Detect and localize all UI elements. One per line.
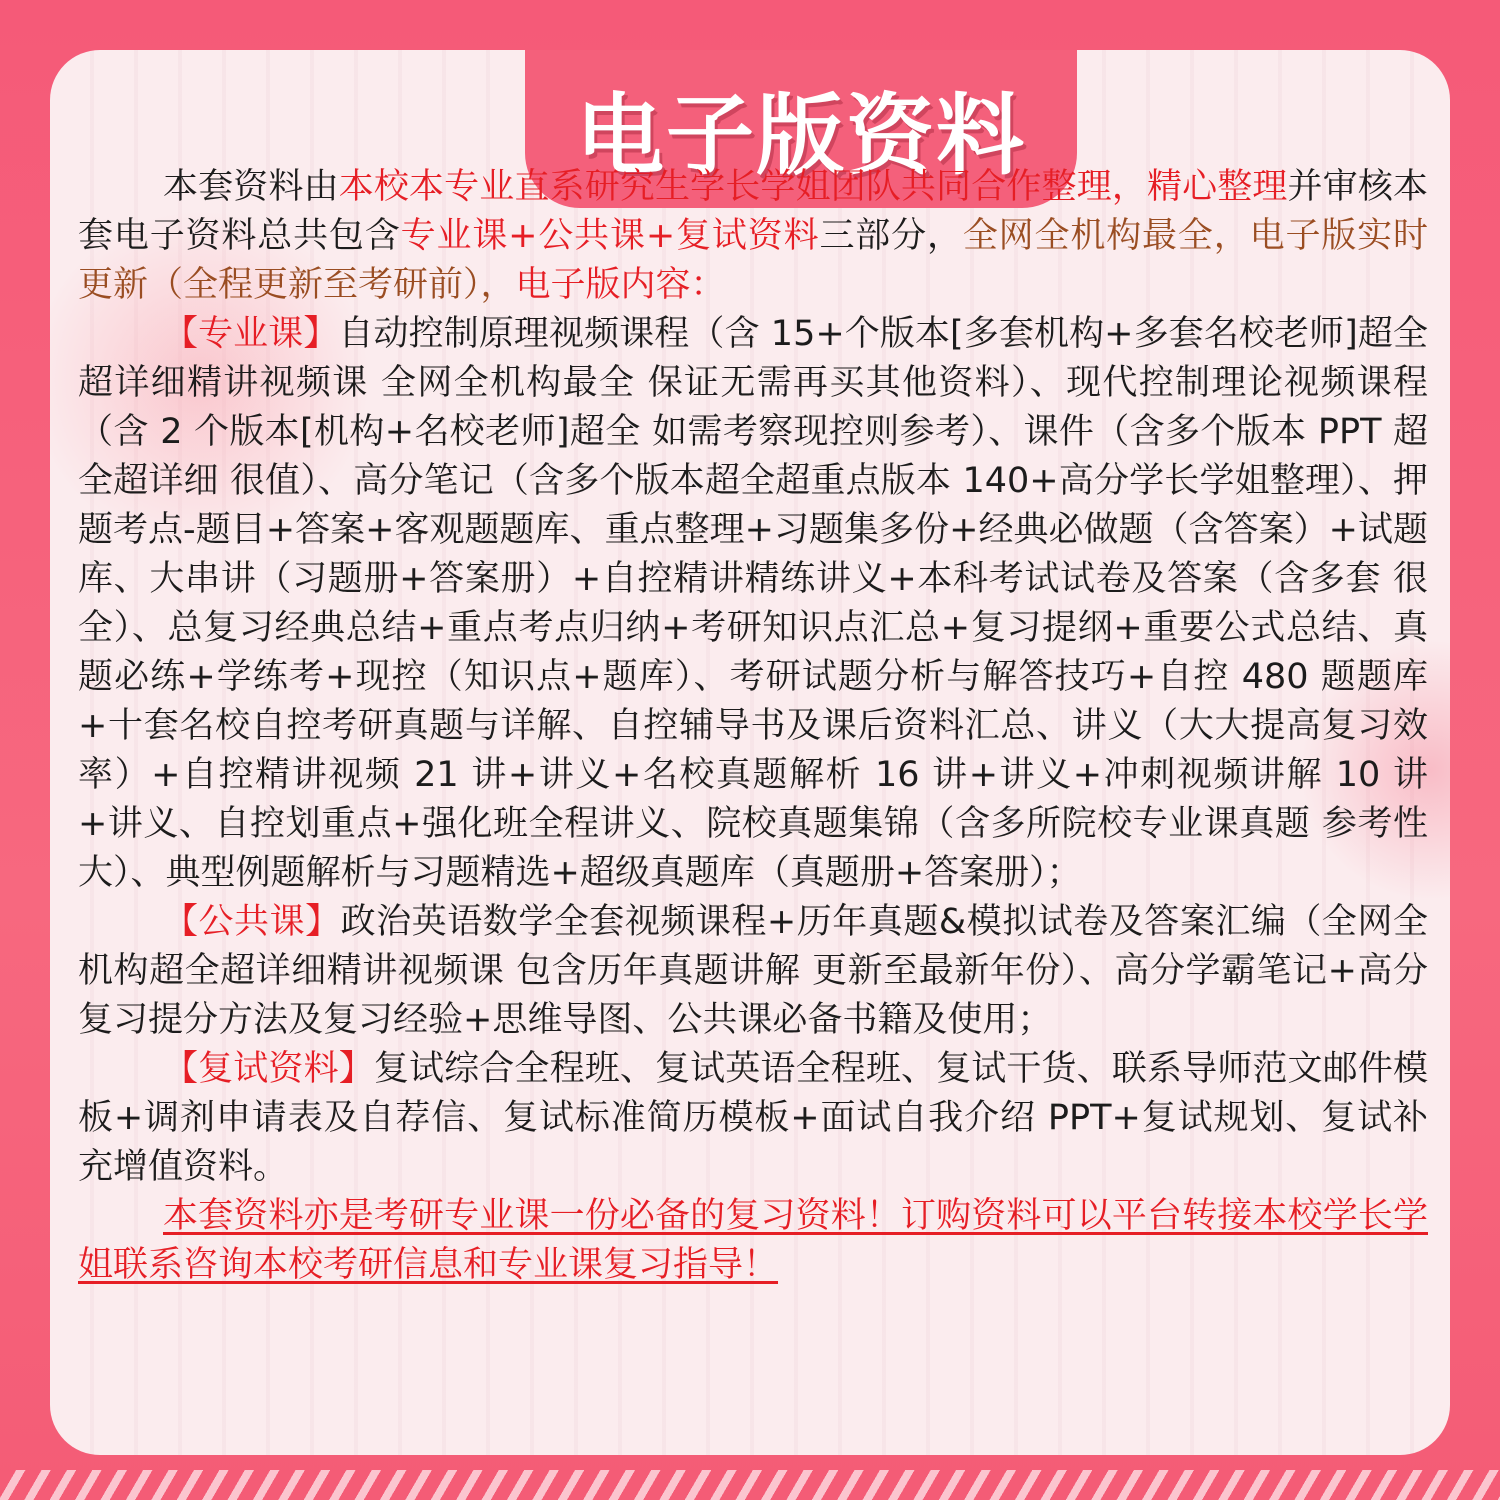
page-title: 电子版资料 — [575, 84, 1026, 187]
public-label: 【公共课】 — [163, 902, 341, 942]
footer-note-paragraph — [78, 1192, 1428, 1290]
intro-highlight-update: 全网全机构最全，电子版实时更新（全程更新至考研前）， — [78, 216, 1428, 305]
description-body — [78, 163, 1428, 1290]
footer-note: 本套资料亦是考研专业课一份必备的复习资料！订购资料可以平台转接本校学长学姐联系咨询本校考研信息和专业课复习指导！ — [78, 1196, 1428, 1285]
retest-label: 【复试资料】 — [163, 1049, 374, 1089]
intro-text-2: 并审核本套电子资料总共包含 — [78, 167, 1428, 256]
professional-section — [78, 310, 1428, 898]
professional-text: 自动控制原理视频课程（含 15+个版本[多套机构+多套名校老师]超全超详细精讲视频课 全网全机构最全 保证无需再买其他资料）、现代控制理论视频课程（含 2 个版本[机构+名校老师]超全 如需考察现控则参考）、课件（含多个版本 PPT 超全超详细 很值）、高分笔记（含多个版本超全超重点版本 140+高分学长学姐整理）、押题考点-题目+答案+客观题题库、重点整理+习题集多份+经典必做题（含答案）+试题库、大串讲（习题册+答案册）+自控精讲精练讲义+本科考试试卷及答案（含多套 很全）、总复习经典总结+重点考点归纳+考研知识点汇总+复习提纲+重要公式总结、真题必练+学练考+现控（知识点+题库）、考研试题分析与解答技巧+自控 480 题题库+十套名校自控考研真题与详解、自控辅导书及课后资料汇总、讲义（大大提高复习效率）+自控精讲视频 21 讲+讲义+名校真题解析 16 讲+讲义+冲刺视频讲解 10 讲+讲义、自控划重点+强化班全程讲义、院校真题集锦（含多所院校专业课真题 参考性大）、典型例题解析与习题精选+超级真题库（真题册+答案册）； — [78, 314, 1428, 893]
intro-highlight-team: 本校本专业直系研究生学长学姐团队共同合作整理，精心整理 — [338, 167, 1288, 207]
public-text: 政治英语数学全套视频课程+历年真题&模拟试卷及答案汇编（全网全机构超全超详细精讲视频课 包含历年真题讲解 更新至最新年份）、高分学霸笔记+高分复习提分方法及复习经验+思维导图、公共课必备书籍及使用； — [78, 902, 1428, 1040]
bottom-stripe-decoration — [0, 1470, 1500, 1500]
professional-label: 【专业课】 — [163, 314, 339, 354]
public-section — [78, 898, 1428, 1045]
intro-text-3: 三部分， — [819, 216, 963, 256]
retest-section — [78, 1045, 1428, 1192]
intro-highlight-parts: 专业课+公共课+复试资料 — [400, 216, 820, 256]
intro-highlight-content: 电子版内容： — [515, 265, 726, 305]
retest-text: 复试综合全程班、复试英语全程班、复试干货、联系导师范文邮件模板+调剂申请表及自荐信、复试标准简历模板+面试自我介绍 PPT+复试规划、复试补充增值资料。 — [78, 1049, 1428, 1187]
intro-text-1: 本套资料由 — [163, 167, 339, 207]
intro-paragraph — [78, 163, 1428, 310]
